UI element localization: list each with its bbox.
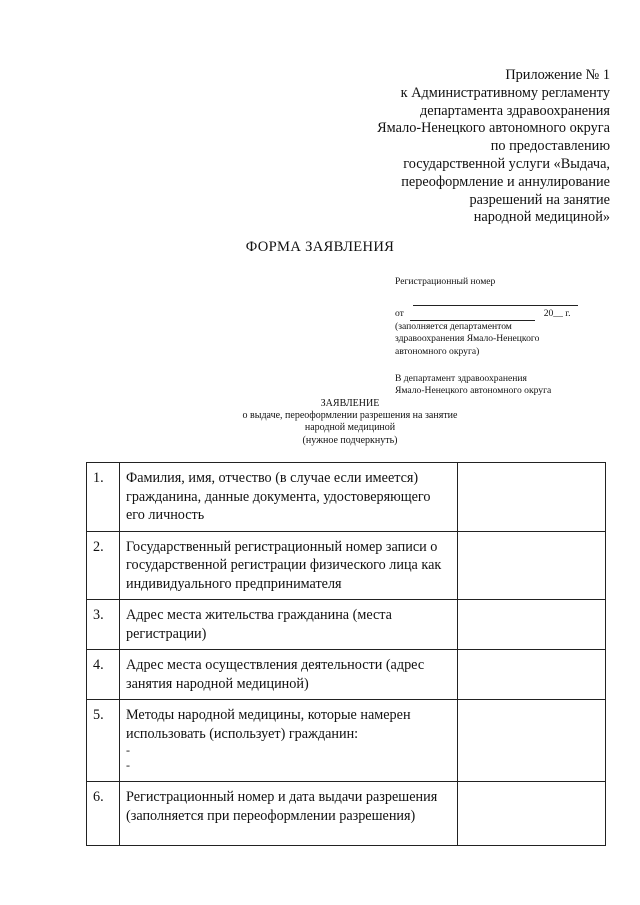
appendix-line: государственной услуги «Выдача, (403, 155, 610, 172)
statement-heading (0, 398, 640, 447)
row-label: Государственный регистрационный номер записи о государственной регистрации физического лица как индивидуального предпринимателя (120, 531, 458, 600)
reg-date-line[interactable] (410, 311, 535, 321)
reg-note-line: автономного округа) (395, 345, 480, 357)
appendix-line: Приложение № 1 (505, 67, 610, 83)
row-label: Адрес места жительства гражданина (места регистрации) (120, 600, 458, 650)
form-title: ФОРМА ЗАЯВЛЕНИЯ (245, 239, 395, 255)
table-row (87, 600, 606, 650)
row-label: Фамилия, имя, отчество (в случае если имеется) гражданина, данные документа, удостоверяющего его личность (120, 463, 458, 532)
statement-title: ЗАЯВЛЕНИЕ (320, 398, 380, 409)
row-value-cell[interactable] (458, 463, 606, 532)
from-label: от (395, 308, 404, 320)
reg-note-line: (заполняется департаментом (395, 320, 512, 332)
registration-block (395, 276, 615, 398)
reg-date-row (395, 308, 615, 321)
row-number: 5. (87, 700, 120, 782)
appendix-header (310, 67, 610, 227)
reg-note-line: здравоохранения Ямало-Ненецкого (395, 333, 540, 345)
appendix-line: народной медициной» (473, 209, 610, 226)
statement-line: о выдаче, переоформлении разрешения на занятие (242, 410, 458, 422)
list-dash: - (126, 758, 130, 772)
application-table (86, 462, 606, 846)
row-number: 4. (87, 650, 120, 700)
statement-line: народной медициной (304, 422, 396, 434)
row-value-cell[interactable] (458, 600, 606, 650)
appendix-line: переоформление и аннулирование (401, 173, 610, 190)
appendix-line: к Административному регламенту (400, 84, 610, 101)
addressee-line: В департамент здравоохранения (395, 372, 527, 384)
row-value-cell[interactable] (458, 782, 606, 846)
reg-number-line[interactable] (413, 296, 578, 306)
row-value-cell[interactable] (458, 531, 606, 600)
table-row (87, 650, 606, 700)
row-label-cell (120, 700, 458, 782)
row-label: Регистрационный номер и дата выдачи разрешения (заполняется при переоформлении разрешения) (120, 782, 458, 846)
statement-line: (нужное подчеркнуть) (302, 434, 398, 446)
list-dash: - (126, 743, 130, 757)
row-label: Адрес места осуществления деятельности (адрес занятия народной медициной) (120, 650, 458, 700)
year-label: 20__ г. (543, 308, 571, 320)
table-row (87, 782, 606, 846)
table-row (87, 531, 606, 600)
table-row (87, 700, 606, 782)
row-number: 1. (87, 463, 120, 532)
reg-number-label: Регистрационный номер (395, 276, 496, 287)
row-label: Методы народной медицины, которые намерен использовать (использует) гражданин: (126, 707, 411, 742)
row-number: 3. (87, 600, 120, 650)
row-value-cell[interactable] (458, 650, 606, 700)
row-number: 6. (87, 782, 120, 846)
addressee-line: Ямало-Ненецкого автономного округа (395, 385, 552, 397)
appendix-line: Ямало-Ненецкого автономного округа (377, 120, 610, 137)
appendix-line: по предоставлению (490, 138, 610, 155)
appendix-line: департамента здравоохранения (420, 102, 610, 119)
row-value-cell[interactable] (458, 700, 606, 782)
table-row (87, 463, 606, 532)
appendix-line: разрешений на занятие (469, 191, 610, 208)
row-number: 2. (87, 531, 120, 600)
